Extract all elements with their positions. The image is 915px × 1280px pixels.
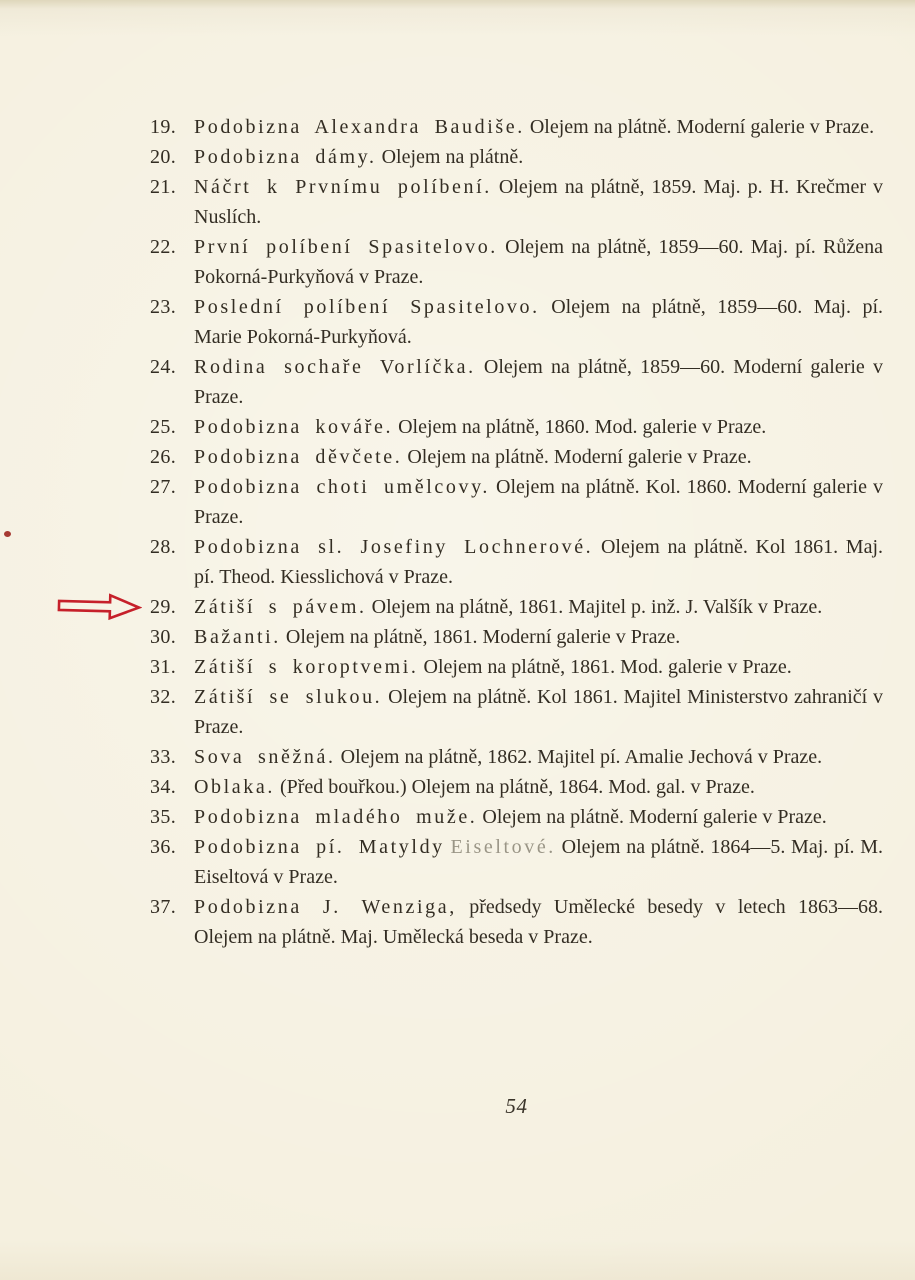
entry-title: Podobizna sl. Josefiny Lochnerové. <box>194 536 594 558</box>
entry-number: 26. <box>150 446 177 468</box>
catalog-entry <box>150 142 883 172</box>
entry-title: Podobizna pí. Matyldy <box>194 836 445 858</box>
margin-dot <box>4 531 11 537</box>
entry-title: Zátiší s pávem. <box>194 596 367 618</box>
entry-title: Eiseltové. <box>450 836 556 858</box>
entry-number: 19. <box>150 116 177 138</box>
entry-details: Olejem na plátně, 1861. Mod. galerie v Praze. <box>423 656 792 678</box>
entry-title: Podobizna děvčete. <box>194 446 403 468</box>
entry-title: Poslední políbení Spasitelovo. <box>194 296 540 318</box>
entry-number: 37. <box>150 896 177 918</box>
entry-title: Podobizna dámy. <box>194 146 377 168</box>
catalog-entry <box>150 682 883 742</box>
catalog-entry <box>150 832 883 892</box>
entry-title: Podobizna Alexandra Baudiše. <box>194 116 525 138</box>
catalog-entry <box>150 652 883 682</box>
entry-details: předsedy Umělecké besedy v letech 1863—68. Olejem na plátně. Maj. Umělecká beseda v Praze. <box>194 896 884 948</box>
entry-title: Sova sněžná. <box>194 746 336 768</box>
entry-number: 23. <box>150 296 177 318</box>
catalog-entry <box>150 352 883 412</box>
entry-title: Zátiší s koroptvemi. <box>194 656 419 678</box>
entry-title: Podobizna mladého muže. <box>194 806 478 828</box>
entry-title: Zátiší se slukou. <box>194 686 383 708</box>
entry-number: 22. <box>150 236 177 258</box>
entry-details: Olejem na plátně, 1859—60. Maj. pí. Marie Pokorná-Purkyňová. <box>194 296 883 348</box>
entry-details: Olejem na plátně. Moderní galerie v Praze. <box>407 446 752 468</box>
entry-details: Olejem na plátně. 1864—5. Maj. pí. M. Eiseltová v Praze. <box>194 836 884 888</box>
catalog-list <box>150 112 883 952</box>
catalog-entry <box>150 772 883 802</box>
catalog-entry <box>150 472 883 532</box>
entry-title: Náčrt k Prvnímu políbení. <box>194 176 492 198</box>
entry-details: Olejem na plátně. Moderní galerie v Praze. <box>529 116 875 138</box>
catalog-entry <box>150 532 883 592</box>
entry-details: Olejem na plátně. Kol. 1860. Moderní galerie v Praze. <box>194 476 883 528</box>
entry-details: Olejem na plátně, 1859—60. Maj. pí. Růžena Pokorná-Purkyňová v Praze. <box>194 236 884 288</box>
catalog-entry <box>150 412 883 442</box>
catalog-entry <box>150 292 883 352</box>
entry-number: 30. <box>150 626 177 648</box>
catalog-entry <box>150 742 883 772</box>
entry-number: 21. <box>150 176 177 198</box>
entry-title: Podobizna choti umělcovy. <box>194 476 491 498</box>
entry-number: 33. <box>150 746 177 768</box>
entry-number: 25. <box>150 416 177 438</box>
entry-details: Olejem na plátně, 1862. Majitel pí. Amalie Jechová v Praze. <box>340 746 823 768</box>
catalog-entry <box>150 622 883 652</box>
entry-number: 34. <box>150 776 177 798</box>
catalog-entry <box>150 892 883 952</box>
entry-number: 29. <box>150 596 177 618</box>
catalog-entry <box>150 172 883 232</box>
entry-details: Olejem na plátně, 1860. Mod. galerie v Praze. <box>398 416 767 438</box>
entry-title: Podobizna J. Wenziga, <box>194 896 457 918</box>
entry-title: Podobizna kováře. <box>194 416 394 438</box>
entry-number: 24. <box>150 356 177 378</box>
entry-details: Olejem na plátně. Kol 1861. Majitel Ministerstvo zahraničí v Praze. <box>194 686 884 738</box>
entry-number: 32. <box>150 686 177 708</box>
entry-title: Rodina sochaře Vorlíčka. <box>194 356 476 378</box>
entry-number: 27. <box>150 476 177 498</box>
entry-details: Olejem na plátně, 1859—60. Moderní galerie v Praze. <box>194 356 883 408</box>
entry-details: (Před bouřkou.) Olejem na plátně, 1864. Mod. gal. v Praze. <box>279 776 755 798</box>
catalog-entry <box>150 802 883 832</box>
entry-details: Olejem na plátně, 1861. Moderní galerie v Praze. <box>285 626 681 648</box>
red-arrow-annotation <box>57 593 142 620</box>
entry-number: 20. <box>150 146 177 168</box>
entry-title: Bažanti. <box>194 626 281 648</box>
entry-number: 36. <box>150 836 177 858</box>
entry-details: Olejem na plátně. Kol 1861. Maj. pí. Theod. Kiesslichová v Praze. <box>194 536 884 588</box>
catalog-entry <box>150 232 883 292</box>
entry-details: Olejem na plátně. Moderní galerie v Praze. <box>482 806 827 828</box>
entry-number: 31. <box>150 656 177 678</box>
entry-details: Olejem na plátně, 1861. Majitel p. inž. J. Valšík v Praze. <box>371 596 823 618</box>
page-number: 54 <box>505 1094 528 1118</box>
entry-number: 28. <box>150 536 177 558</box>
catalog-entry <box>150 442 883 472</box>
entry-title: První políbení Spasitelovo. <box>194 236 498 258</box>
entry-title: Oblaka. <box>194 776 275 798</box>
catalog-entry <box>150 112 883 142</box>
entry-number: 35. <box>150 806 177 828</box>
entry-details: Olejem na plátně, 1859. Maj. p. H. Krečmer v Nuslích. <box>194 176 884 228</box>
catalog-entry <box>150 592 883 622</box>
entry-details: Olejem na plátně. <box>381 146 524 168</box>
